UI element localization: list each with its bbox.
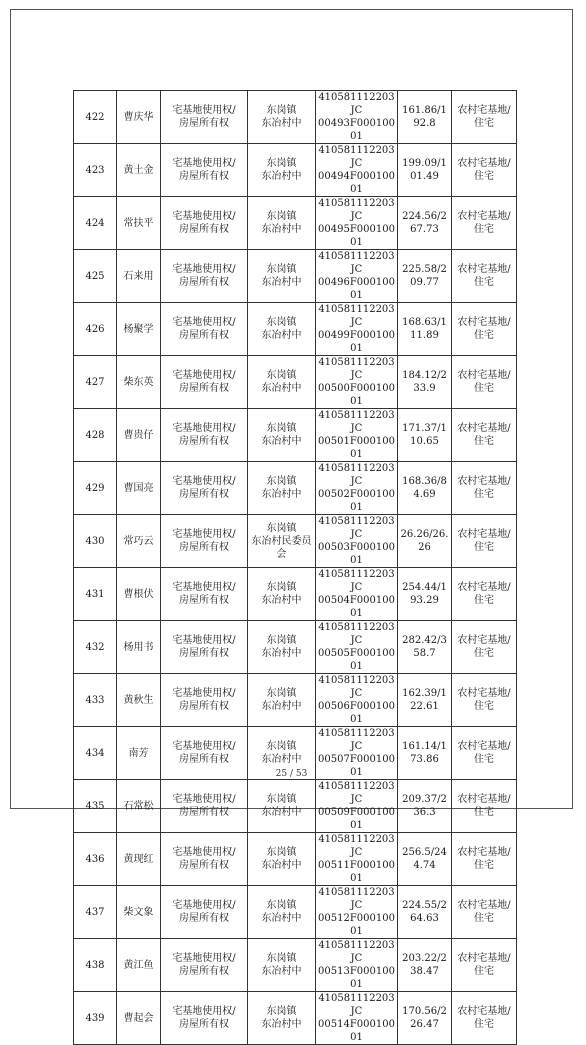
row-number: [74, 515, 117, 568]
certificate-number: [316, 197, 398, 250]
cell-text-right: 宅基地使用权/ 房屋所有权: [172, 741, 236, 765]
area-value: [398, 939, 452, 992]
cell-text-loc: 东岗镇 东冶村中: [261, 423, 302, 447]
cell-text-loc: 东岗镇 东冶村中: [261, 370, 302, 394]
cell-text-loc: 东岗镇 东冶村中: [261, 264, 302, 288]
cell-text-loc: 东岗镇 东冶村中: [261, 317, 302, 341]
row-number: [74, 992, 117, 1045]
land-use: [452, 515, 517, 568]
area-value: [398, 409, 452, 462]
cell-text-area: 224.55/2 64.63: [402, 900, 447, 924]
owner-name: [117, 303, 161, 356]
cell-text-name: 曹庆华: [123, 111, 154, 123]
cell-text-name: 石常松: [123, 800, 154, 812]
page-number: 25 / 53: [275, 769, 308, 779]
row-number: [74, 939, 117, 992]
cell-text-right: 宅基地使用权/ 房屋所有权: [172, 582, 236, 606]
cell-text-right: 宅基地使用权/ 房屋所有权: [172, 635, 236, 659]
land-use: [452, 197, 517, 250]
certificate-number: [316, 780, 398, 833]
land-use: [452, 939, 517, 992]
table-row: [74, 303, 517, 356]
certificate-number: [316, 992, 398, 1045]
cell-text-no: 436: [85, 853, 105, 865]
cell-text-right: 宅基地使用权/ 房屋所有权: [172, 476, 236, 500]
owner-name: [117, 462, 161, 515]
row-number: [74, 462, 117, 515]
land-use: [452, 250, 517, 303]
cell-text-name: 柴文象: [123, 906, 154, 918]
right-type: [161, 886, 248, 939]
cell-text-name: 石来用: [123, 270, 154, 282]
right-type: [161, 992, 248, 1045]
property-location: [248, 303, 316, 356]
property-location: [248, 939, 316, 992]
cell-text-name: 黄秋生: [123, 694, 154, 706]
cell-text-cert: 410581112203JC 00500F00010001: [318, 357, 395, 407]
row-number: [74, 303, 117, 356]
land-use: [452, 356, 517, 409]
area-value: [398, 886, 452, 939]
right-type: [161, 91, 248, 144]
area-value: [398, 462, 452, 515]
area-value: [398, 356, 452, 409]
cell-text-cert: 410581112203JC 00507F00010001: [318, 728, 395, 778]
cell-text-use: 农村宅基地/ 住宅: [457, 158, 511, 182]
right-type: [161, 780, 248, 833]
cell-text-use: 农村宅基地/ 住宅: [457, 423, 511, 447]
cell-text-area: 254.44/1 93.29: [402, 582, 447, 606]
certificate-number: [316, 833, 398, 886]
right-type: [161, 939, 248, 992]
cell-text-area: 224.56/2 67.73: [402, 211, 447, 235]
property-location: [248, 250, 316, 303]
right-type: [161, 621, 248, 674]
cell-text-no: 432: [85, 641, 105, 653]
right-type: [161, 356, 248, 409]
land-use: [452, 621, 517, 674]
row-number: [74, 568, 117, 621]
cell-text-name: 杨聚学: [123, 323, 154, 335]
property-location: [248, 568, 316, 621]
cell-text-no: 423: [85, 164, 105, 176]
cell-text-name: 杨用书: [123, 641, 154, 653]
land-use: [452, 462, 517, 515]
cell-text-area: 168.63/1 11.89: [402, 317, 447, 341]
cell-text-no: 424: [85, 217, 105, 229]
right-type: [161, 515, 248, 568]
right-type: [161, 303, 248, 356]
property-location: [248, 674, 316, 727]
registry-table-body: [74, 91, 517, 1045]
row-number: [74, 144, 117, 197]
cell-text-use: 农村宅基地/ 住宅: [457, 264, 511, 288]
row-number: [74, 674, 117, 727]
row-number: [74, 91, 117, 144]
cell-text-area: 256.5/24 4.74: [402, 847, 447, 871]
table-row: [74, 674, 517, 727]
cell-text-use: 农村宅基地/ 住宅: [457, 529, 511, 553]
cell-text-loc: 东岗镇 东冶村中: [261, 158, 302, 182]
table-row: [74, 144, 517, 197]
cell-text-use: 农村宅基地/ 住宅: [457, 105, 511, 129]
property-location: [248, 780, 316, 833]
cell-text-area: 282.42/3 58.7: [402, 635, 447, 659]
cell-text-no: 434: [85, 747, 105, 759]
owner-name: [117, 144, 161, 197]
cell-text-right: 宅基地使用权/ 房屋所有权: [172, 1006, 236, 1030]
owner-name: [117, 621, 161, 674]
table-row: [74, 462, 517, 515]
cell-text-loc: 东岗镇 东冶村民委员 会: [251, 522, 312, 560]
cell-text-no: 433: [85, 694, 105, 706]
cell-text-right: 宅基地使用权/ 房屋所有权: [172, 211, 236, 235]
cell-text-name: 常巧云: [123, 535, 154, 547]
land-use: [452, 674, 517, 727]
cell-text-name: 黄现红: [123, 853, 154, 865]
certificate-number: [316, 356, 398, 409]
cell-text-loc: 东岗镇 东冶村中: [261, 741, 302, 765]
cell-text-area: 170.56/2 26.47: [402, 1006, 447, 1030]
cell-text-area: 199.09/1 01.49: [402, 158, 447, 182]
cell-text-right: 宅基地使用权/ 房屋所有权: [172, 794, 236, 818]
right-type: [161, 674, 248, 727]
cell-text-cert: 410581112203JC 00506F00010001: [318, 675, 395, 725]
cell-text-loc: 东岗镇 东冶村中: [261, 1006, 302, 1030]
row-number: [74, 250, 117, 303]
area-value: [398, 515, 452, 568]
owner-name: [117, 356, 161, 409]
property-location: [248, 992, 316, 1045]
cell-text-name: 曹起会: [123, 1012, 154, 1024]
cell-text-no: 425: [85, 270, 105, 282]
row-number: [74, 833, 117, 886]
certificate-number: [316, 91, 398, 144]
land-use: [452, 780, 517, 833]
cell-text-right: 宅基地使用权/ 房屋所有权: [172, 370, 236, 394]
table-row: [74, 992, 517, 1045]
property-location: [248, 197, 316, 250]
cell-text-use: 农村宅基地/ 住宅: [457, 794, 511, 818]
cell-text-area: 161.86/1 92.8: [402, 105, 447, 129]
cell-text-use: 农村宅基地/ 住宅: [457, 900, 511, 924]
row-number: [74, 886, 117, 939]
cell-text-cert: 410581112203JC 00505F00010001: [318, 622, 395, 672]
document-page: [10, 9, 573, 1043]
owner-name: [117, 91, 161, 144]
table-row: [74, 886, 517, 939]
cell-text-right: 宅基地使用权/ 房屋所有权: [172, 264, 236, 288]
cell-text-use: 农村宅基地/ 住宅: [457, 847, 511, 871]
land-use: [452, 91, 517, 144]
certificate-number: [316, 515, 398, 568]
cell-text-no: 437: [85, 906, 105, 918]
cell-text-no: 428: [85, 429, 105, 441]
cell-text-area: 161.14/1 73.86: [402, 741, 447, 765]
area-value: [398, 91, 452, 144]
cell-text-cert: 410581112203JC 00512F00010001: [318, 887, 395, 937]
cell-text-loc: 东岗镇 东冶村中: [261, 211, 302, 235]
property-location: [248, 462, 316, 515]
area-value: [398, 303, 452, 356]
cell-text-right: 宅基地使用权/ 房屋所有权: [172, 158, 236, 182]
cell-text-no: 430: [85, 535, 105, 547]
land-use: [452, 568, 517, 621]
owner-name: [117, 992, 161, 1045]
cell-text-use: 农村宅基地/ 住宅: [457, 211, 511, 235]
cell-text-right: 宅基地使用权/ 房屋所有权: [172, 423, 236, 447]
property-location: [248, 144, 316, 197]
row-number: [74, 780, 117, 833]
cell-text-use: 农村宅基地/ 住宅: [457, 741, 511, 765]
cell-text-cert: 410581112203JC 00493F00010001: [318, 92, 395, 142]
table-row: [74, 91, 517, 144]
owner-name: [117, 409, 161, 462]
cell-text-cert: 410581112203JC 00509F00010001: [318, 781, 395, 831]
owner-name: [117, 674, 161, 727]
table-row: [74, 409, 517, 462]
cell-text-cert: 410581112203JC 00502F00010001: [318, 463, 395, 513]
cell-text-name: 常扶平: [123, 217, 154, 229]
right-type: [161, 197, 248, 250]
cell-text-area: 168.36/8 4.69: [402, 476, 447, 500]
right-type: [161, 568, 248, 621]
land-use: [452, 992, 517, 1045]
property-location: [248, 515, 316, 568]
cell-text-name: 南芳: [128, 747, 149, 759]
cell-text-cert: 410581112203JC 00514F00010001: [318, 993, 395, 1043]
cell-text-loc: 东岗镇 东冶村中: [261, 582, 302, 606]
cell-text-loc: 东岗镇 东冶村中: [261, 635, 302, 659]
property-location: [248, 833, 316, 886]
cell-text-loc: 东岗镇 东冶村中: [261, 847, 302, 871]
cell-text-name: 曹根伏: [123, 588, 154, 600]
area-value: [398, 144, 452, 197]
right-type: [161, 462, 248, 515]
cell-text-cert: 410581112203JC 00499F00010001: [318, 304, 395, 354]
property-location: [248, 409, 316, 462]
cell-text-area: 171.37/1 10.65: [402, 423, 447, 447]
area-value: [398, 568, 452, 621]
certificate-number: [316, 144, 398, 197]
cell-text-no: 429: [85, 482, 105, 494]
right-type: [161, 250, 248, 303]
cell-text-use: 农村宅基地/ 住宅: [457, 635, 511, 659]
cell-text-no: 431: [85, 588, 105, 600]
cell-text-loc: 东岗镇 东冶村中: [261, 105, 302, 129]
cell-text-name: 曹国亮: [123, 482, 154, 494]
cell-text-right: 宅基地使用权/ 房屋所有权: [172, 900, 236, 924]
property-location: [248, 621, 316, 674]
owner-name: [117, 197, 161, 250]
certificate-number: [316, 250, 398, 303]
certificate-number: [316, 462, 398, 515]
cell-text-no: 427: [85, 376, 105, 388]
row-number: [74, 356, 117, 409]
table-row: [74, 939, 517, 992]
cell-text-name: 黄江鱼: [123, 959, 154, 971]
cell-text-use: 农村宅基地/ 住宅: [457, 688, 511, 712]
cell-text-no: 438: [85, 959, 105, 971]
cell-text-loc: 东岗镇 东冶村中: [261, 900, 302, 924]
table-row: [74, 515, 517, 568]
certificate-number: [316, 674, 398, 727]
cell-text-use: 农村宅基地/ 住宅: [457, 370, 511, 394]
cell-text-cert: 410581112203JC 00496F00010001: [318, 251, 395, 301]
owner-name: [117, 780, 161, 833]
area-value: [398, 621, 452, 674]
certificate-number: [316, 568, 398, 621]
cell-text-use: 农村宅基地/ 住宅: [457, 953, 511, 977]
property-location: [248, 886, 316, 939]
cell-text-name: 黄土金: [123, 164, 154, 176]
area-value: [398, 250, 452, 303]
cell-text-cert: 410581112203JC 00501F00010001: [318, 410, 395, 460]
owner-name: [117, 886, 161, 939]
owner-name: [117, 939, 161, 992]
cell-text-use: 农村宅基地/ 住宅: [457, 317, 511, 341]
table-row: [74, 621, 517, 674]
right-type: [161, 409, 248, 462]
area-value: [398, 197, 452, 250]
cell-text-no: 426: [85, 323, 105, 335]
row-number: [74, 197, 117, 250]
row-number: [74, 409, 117, 462]
area-value: [398, 992, 452, 1045]
cell-text-right: 宅基地使用权/ 房屋所有权: [172, 105, 236, 129]
cell-text-loc: 东岗镇 东冶村中: [261, 476, 302, 500]
cell-text-cert: 410581112203JC 00494F00010001: [318, 145, 395, 195]
land-use: [452, 409, 517, 462]
area-value: [398, 780, 452, 833]
property-registry-table: [73, 90, 517, 1045]
table-row: [74, 568, 517, 621]
cell-text-area: 203.22/2 38.47: [402, 953, 447, 977]
land-use: [452, 303, 517, 356]
land-use: [452, 886, 517, 939]
owner-name: [117, 833, 161, 886]
cell-text-area: 162.39/1 22.61: [402, 688, 447, 712]
cell-text-right: 宅基地使用权/ 房屋所有权: [172, 847, 236, 871]
table-row: [74, 780, 517, 833]
right-type: [161, 833, 248, 886]
cell-text-right: 宅基地使用权/ 房屋所有权: [172, 688, 236, 712]
area-value: [398, 833, 452, 886]
table-row: [74, 250, 517, 303]
cell-text-no: 439: [85, 1012, 105, 1024]
cell-text-loc: 东岗镇 东冶村中: [261, 794, 302, 818]
row-number: [74, 621, 117, 674]
cell-text-right: 宅基地使用权/ 房屋所有权: [172, 317, 236, 341]
cell-text-right: 宅基地使用权/ 房屋所有权: [172, 953, 236, 977]
property-location: [248, 356, 316, 409]
cell-text-cert: 410581112203JC 00504F00010001: [318, 569, 395, 619]
owner-name: [117, 250, 161, 303]
cell-text-cert: 410581112203JC 00495F00010001: [318, 198, 395, 248]
cell-text-use: 农村宅基地/ 住宅: [457, 1006, 511, 1030]
cell-text-no: 422: [85, 111, 105, 123]
certificate-number: [316, 621, 398, 674]
cell-text-area: 26.26/26. 26: [400, 529, 449, 553]
area-value: [398, 674, 452, 727]
table-row: [74, 197, 517, 250]
certificate-number: [316, 939, 398, 992]
property-location: [248, 91, 316, 144]
cell-text-area: 184.12/2 33.9: [402, 370, 447, 394]
cell-text-name: 柴东英: [123, 376, 154, 388]
cell-text-cert: 410581112203JC 00503F00010001: [318, 516, 395, 566]
land-use: [452, 144, 517, 197]
certificate-number: [316, 886, 398, 939]
cell-text-cert: 410581112203JC 00513F00010001: [318, 940, 395, 990]
cell-text-use: 农村宅基地/ 住宅: [457, 582, 511, 606]
table-row: [74, 356, 517, 409]
owner-name: [117, 515, 161, 568]
owner-name: [117, 568, 161, 621]
cell-text-loc: 东岗镇 东冶村中: [261, 953, 302, 977]
cell-text-cert: 410581112203JC 00511F00010001: [318, 834, 395, 884]
cell-text-area: 209.37/2 36.3: [402, 794, 447, 818]
table-row: [74, 833, 517, 886]
cell-text-name: 曹贵仔: [123, 429, 154, 441]
land-use: [452, 833, 517, 886]
right-type: [161, 144, 248, 197]
cell-text-loc: 东岗镇 东冶村中: [261, 688, 302, 712]
cell-text-no: 435: [85, 800, 105, 812]
cell-text-right: 宅基地使用权/ 房屋所有权: [172, 529, 236, 553]
cell-text-use: 农村宅基地/ 住宅: [457, 476, 511, 500]
cell-text-area: 225.58/2 09.77: [402, 264, 447, 288]
certificate-number: [316, 303, 398, 356]
certificate-number: [316, 409, 398, 462]
